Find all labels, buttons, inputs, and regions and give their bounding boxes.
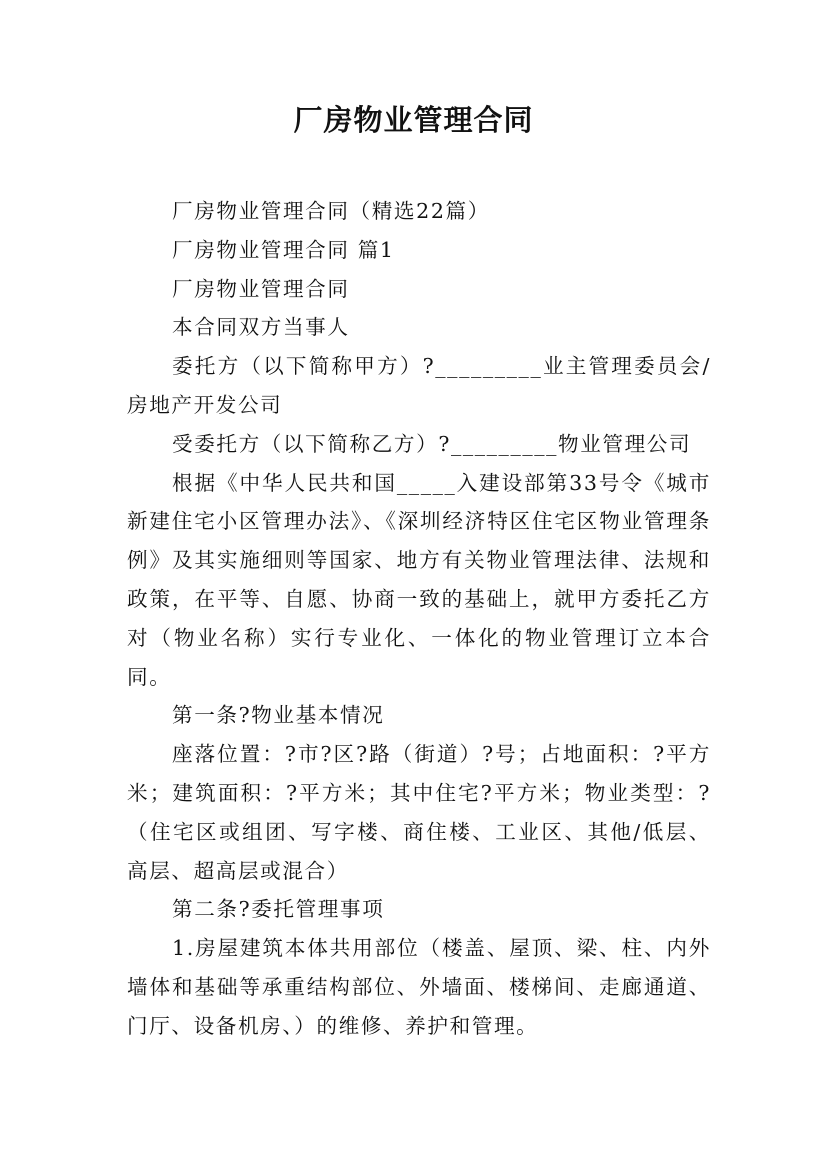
- paragraph-legal-basis: 根据《中华人民共和国_____入建设部第33号令《城市新建住宅小区管理办法》、《深圳经济特区住宅区物业管理条例》及其实施细则等国家、地方有关物业管理法律、法规和政策，在平等、自愿、协商一致的基础上，就甲方委托乙方对（物业名称）实行专业化、一体化的物业管理订立本合同。: [127, 470, 711, 689]
- paragraph-article-2-item-1: 1.房屋建筑本体共用部位（楼盖、屋顶、梁、柱、内外墙体和基础等承重结构部位、外墙面、楼梯间、走廊通道、门厅、设备机房、）的维修、养护和管理。: [127, 936, 711, 1038]
- paragraph-article-1-title: 第一条?物业基本情况: [172, 703, 385, 728]
- paragraph-article-1-content: 座落位置：?市?区?路（街道）?号；占地面积：?平方米；建筑面积：?平方米；其中住宅?平方米；物业类型：?（住宅区或组团、写字楼、商住楼、工业区、其他/低层、高层、超高层或混合）: [127, 742, 711, 883]
- document-title: 厂房物业管理合同: [293, 103, 534, 137]
- paragraph-parties-heading: 本合同双方当事人: [172, 315, 350, 340]
- paragraph-section-title: 厂房物业管理合同 篇1: [172, 237, 395, 262]
- paragraph-party-b: 受委托方（以下简称乙方）?_________物业管理公司: [172, 431, 692, 456]
- paragraph-heading-selection: 厂房物业管理合同（精选22篇）: [172, 199, 490, 223]
- paragraph-contract-name: 厂房物业管理合同: [172, 276, 350, 301]
- paragraph-party-a: 委托方（以下简称甲方）?_________业主管理委员会/房地产开发公司: [127, 354, 711, 417]
- paragraph-article-2-title: 第二条?委托管理事项: [172, 897, 385, 922]
- document-body: [127, 192, 711, 1046]
